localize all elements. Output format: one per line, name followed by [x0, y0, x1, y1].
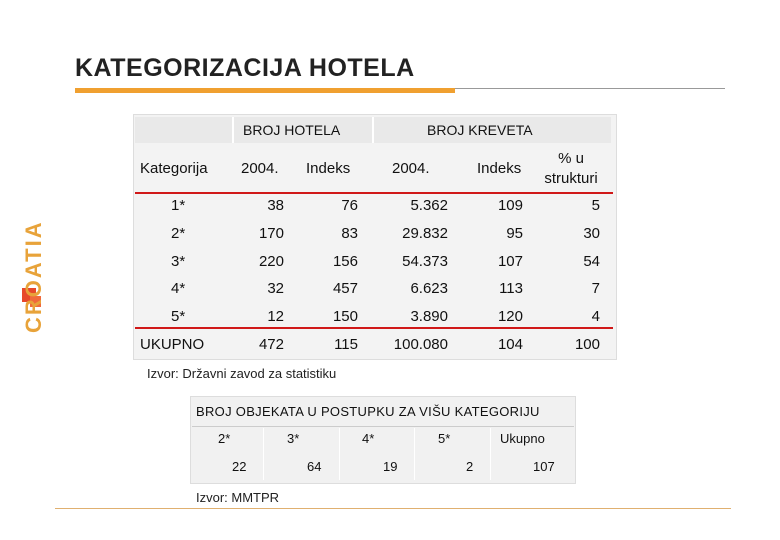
upgrade-value: 2 [466, 459, 474, 474]
cell-structure: 7 [591, 280, 600, 297]
cell-category: 3* [171, 253, 186, 270]
cell-category: 5* [171, 308, 186, 325]
cell-hotels-2004: 32 [267, 280, 284, 297]
upgrade-value: 107 [533, 459, 555, 474]
upgrade-header: Ukupno [500, 431, 545, 446]
column-header-category: Kategorija [140, 160, 208, 177]
cell-category: 1* [171, 197, 186, 214]
upgrade-header: 4* [362, 431, 375, 446]
cell-beds-index: 109 [497, 197, 523, 214]
cell-hotels-index: 76 [341, 197, 358, 214]
column-header-beds-2004: 2004. [392, 160, 430, 177]
cell-hotels-2004: 170 [258, 225, 284, 242]
cell-hotels-index: 115 [334, 336, 358, 353]
upgrade-objects-title: BROJ OBJEKATA U POSTUPKU ZA VIŠU KATEGORIJU [196, 404, 540, 419]
cell-beds-index: 120 [497, 308, 523, 325]
cell-hotels-2004: 472 [258, 336, 284, 353]
column-header-structure-line2: strukturi [544, 170, 598, 187]
header-divider [135, 192, 613, 194]
cell-beds-index: 107 [497, 253, 523, 270]
column-header-hotels-index: Indeks [306, 160, 351, 177]
upgrade-objects-source: Izvor: MMTPR [196, 490, 280, 505]
cell-hotels-2004: 12 [267, 308, 284, 325]
cell-beds-2004: 54.373 [402, 253, 448, 270]
cell-hotels-index: 156 [332, 253, 358, 270]
cell-category: 2* [171, 225, 186, 242]
cell-beds-index: 113 [499, 280, 523, 297]
cell-hotels-2004: 220 [258, 253, 284, 270]
cell-hotels-index: 457 [332, 280, 358, 297]
upgrade-header: 5* [438, 431, 451, 446]
cell-beds-index: 95 [506, 225, 523, 242]
column-header-hotels-2004: 2004. [241, 160, 279, 177]
upgrade-value: 64 [307, 459, 322, 474]
title-underline [455, 88, 725, 89]
cell-beds-index: 104 [497, 336, 523, 353]
cell-structure: 4 [591, 308, 600, 325]
total-divider [135, 327, 613, 329]
upgrade-value: 22 [232, 459, 247, 474]
upgrade-header: 2* [218, 431, 231, 446]
footer-rule [55, 508, 731, 509]
cell-beds-2004: 6.623 [410, 280, 448, 297]
group-header-beds: BROJ KREVETA [427, 122, 533, 138]
cell-hotels-2004: 38 [267, 197, 284, 214]
cell-hotels-index: 150 [332, 308, 358, 325]
upgrade-value: 19 [383, 459, 398, 474]
cell-beds-2004: 3.890 [410, 308, 448, 325]
cell-structure: 54 [583, 253, 600, 270]
logo-text: CROATIA [21, 220, 46, 333]
cell-structure: 5 [591, 197, 600, 214]
cell-category: UKUPNO [140, 336, 205, 353]
cell-beds-2004: 5.362 [410, 197, 448, 214]
table-source: Izvor: Državni zavod za statistiku [147, 366, 337, 381]
title-underline-accent [75, 88, 455, 93]
cell-structure: 100 [574, 336, 600, 353]
column-header-structure: % u [558, 150, 584, 167]
cell-hotels-index: 83 [341, 225, 358, 242]
group-header-hotels: BROJ HOTELA [243, 122, 341, 138]
cell-beds-2004: 100.080 [393, 336, 448, 353]
upgrade-header: 3* [287, 431, 300, 446]
cell-structure: 30 [583, 225, 600, 242]
cell-category: 4* [171, 280, 186, 297]
croatia-logo-icon [20, 222, 48, 337]
page-title: KATEGORIZACIJA HOTELA [75, 54, 415, 82]
cell-beds-2004: 29.832 [402, 225, 448, 242]
column-header-beds-index: Indeks [477, 160, 522, 177]
